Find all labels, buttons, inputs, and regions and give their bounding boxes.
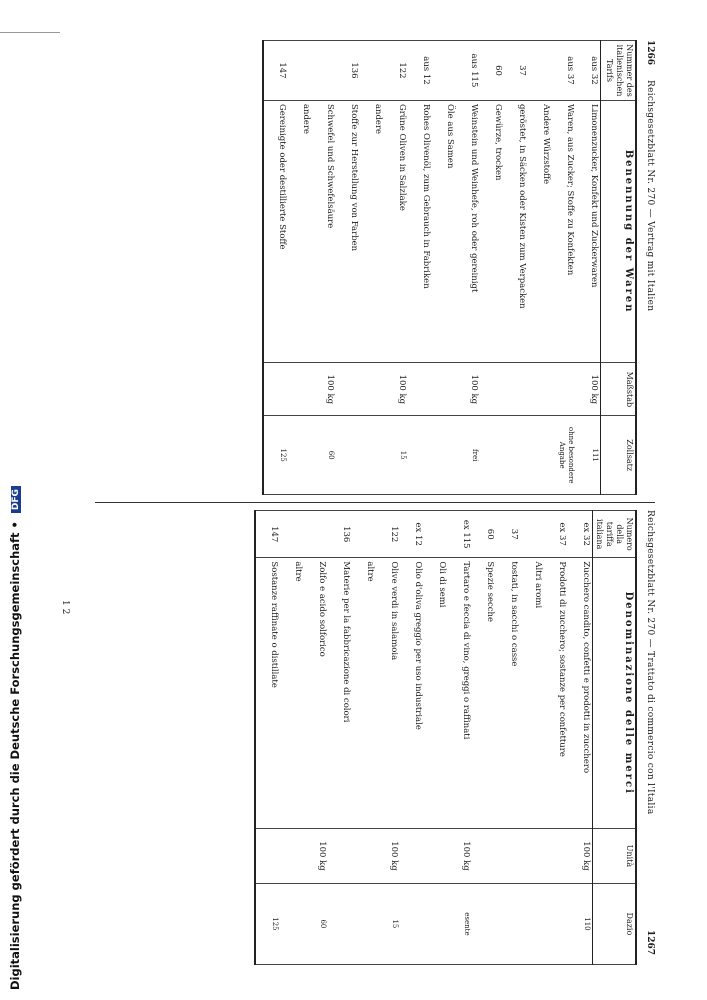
- tariff-number: ex 32: [568, 511, 593, 558]
- goods-description: Schwefel und Schwefelsäure: [312, 100, 336, 362]
- duty-value: 125: [255, 883, 280, 964]
- tariff-number: [528, 41, 552, 101]
- table-row: [304, 511, 328, 965]
- unit-value: [336, 363, 360, 416]
- tariff-table: [262, 40, 637, 495]
- col-unit: Maßstab: [601, 363, 637, 416]
- unit-value: 100 kg: [304, 829, 328, 884]
- unit-value: [280, 829, 304, 884]
- unit-value: [328, 829, 352, 884]
- goods-description: Stoffe zur Herstellung von Farben: [336, 100, 360, 362]
- goods-description: Waren, aus Zucker; Stoffe zu Konfekten: [552, 100, 576, 362]
- table-row: [520, 511, 544, 965]
- goods-description: Materie per la fabbricazione di colori: [328, 558, 352, 829]
- table-row: [448, 511, 472, 965]
- unit-value: [288, 363, 312, 416]
- italian-page: [55, 510, 655, 965]
- tariff-number: 60: [480, 41, 504, 101]
- duty-value: [520, 883, 544, 964]
- table-row: [456, 41, 480, 495]
- col-unit: Unità: [593, 829, 637, 884]
- table-row: [352, 511, 376, 965]
- duty-value: [280, 883, 304, 964]
- digitization-notice: [8, 0, 26, 990]
- goods-description: Grüne Oliven in Salzlake: [384, 100, 408, 362]
- unit-value: [504, 363, 528, 416]
- tariff-number: 122: [384, 41, 408, 101]
- unit-value: 100 kg: [312, 363, 336, 416]
- unit-value: [360, 363, 384, 416]
- goods-description: Olive verdi in salamoia: [376, 558, 400, 829]
- duty-value: [400, 883, 424, 964]
- goods-description: Prodotti di zucchero; sostanze per confetture: [544, 558, 568, 829]
- table-row: [568, 511, 593, 965]
- table-row: [480, 41, 504, 495]
- table-row: [552, 41, 576, 495]
- duty-value: [432, 416, 456, 495]
- duty-value: 60: [304, 883, 328, 964]
- col-description: Denominazione delle merci: [593, 558, 637, 829]
- unit-value: 100 kg: [448, 829, 472, 884]
- goods-description: Zolfo e acido solforico: [304, 558, 328, 829]
- unit-value: [552, 363, 576, 416]
- unit-value: 100 kg: [376, 829, 400, 884]
- tariff-number: 147: [255, 511, 280, 558]
- unit-value: [400, 829, 424, 884]
- duty-value: [504, 416, 528, 495]
- duty-value: 15: [376, 883, 400, 964]
- digitization-text: Digitalisierung gefördert durch die Deutsche Forschungsgemeinschaft •: [8, 521, 22, 990]
- table-row: [408, 41, 432, 495]
- page-header: [639, 510, 655, 965]
- table-row: [328, 511, 352, 965]
- tariff-number: 37: [504, 41, 528, 101]
- tariff-number: [312, 41, 336, 101]
- duty-value: [328, 883, 352, 964]
- col-duty: Zollsatz: [601, 416, 637, 495]
- table-row: [288, 41, 312, 495]
- duty-value: [480, 416, 504, 495]
- unit-value: [432, 363, 456, 416]
- duty-value: [408, 416, 432, 495]
- goods-description: Zucchero candito, confetti e prodotti in zucchero: [568, 558, 593, 829]
- page-number: 1266: [645, 40, 655, 66]
- goods-description: andere: [360, 100, 384, 362]
- table-row: [255, 511, 280, 965]
- table-row: [280, 511, 304, 965]
- page-number: 1267: [645, 930, 655, 956]
- tariff-number: 136: [328, 511, 352, 558]
- goods-description: Öle aus Samen: [432, 100, 456, 362]
- dfg-logo: DFG: [11, 486, 21, 513]
- tariff-number: ex 12: [400, 511, 424, 558]
- goods-description: altre: [352, 558, 376, 829]
- duty-value: [288, 416, 312, 495]
- duty-value: 60: [312, 416, 336, 495]
- goods-description: Tartaro e feccia di vino, greggi o raffinati: [448, 558, 472, 829]
- rotated-spread: [55, 40, 655, 970]
- table-row: [360, 41, 384, 495]
- unit-value: [263, 363, 288, 416]
- table-row: [504, 41, 528, 495]
- table-row: [496, 511, 520, 965]
- table-row: [432, 41, 456, 495]
- table-row: [376, 511, 400, 965]
- tariff-table: [254, 510, 637, 965]
- unit-value: [408, 363, 432, 416]
- duty-value: [528, 416, 552, 495]
- duty-value: [336, 416, 360, 495]
- duty-value: frei: [456, 416, 480, 495]
- tariff-number: aus 115: [456, 41, 480, 101]
- page-divider: [95, 502, 655, 503]
- tariff-number: ex 37: [544, 511, 568, 558]
- tariff-number: aus 12: [408, 41, 432, 101]
- goods-description: geröstet, in Säcken oder Kisten zum Verpacken: [504, 100, 528, 362]
- col-number: Numero della tariffa italiana: [593, 511, 637, 558]
- unit-value: [528, 363, 552, 416]
- goods-description: Gewürze, trocken: [480, 100, 504, 362]
- table-row: [336, 41, 360, 495]
- duty-value: [544, 883, 568, 964]
- unit-value: 100 kg: [568, 829, 593, 884]
- page-header: [639, 40, 655, 495]
- unit-value: [480, 363, 504, 416]
- table-row: [384, 41, 408, 495]
- unit-value: [472, 829, 496, 884]
- duty-value: [360, 416, 384, 495]
- unit-value: [352, 829, 376, 884]
- col-duty: Dazio: [593, 883, 637, 964]
- goods-description: altre: [280, 558, 304, 829]
- tariff-number: 136: [336, 41, 360, 101]
- tariff-number: [304, 511, 328, 558]
- duty-value: [472, 883, 496, 964]
- duty-value: [496, 883, 520, 964]
- goods-description: Gereinigte oder destillierte Stoffe: [263, 100, 288, 362]
- duty-value: esente: [448, 883, 472, 964]
- duty-value: 111: [576, 416, 601, 495]
- tariff-number: aus 37: [552, 41, 576, 101]
- goods-description: Andere Würzstoffe: [528, 100, 552, 362]
- tariff-number: [360, 41, 384, 101]
- col-description: Benennung der Waren: [601, 100, 637, 362]
- goods-description: Rohes Olivenöl, zum Gebrauch in Fabriken: [408, 100, 432, 362]
- running-head: Reichsgesetzblatt Nr. 270 — Trattato di commercio con l'Italia: [645, 510, 655, 815]
- duty-value: [352, 883, 376, 964]
- duty-value: ohne besondere Angabe: [552, 416, 576, 495]
- unit-value: 100 kg: [456, 363, 480, 416]
- unit-value: [544, 829, 568, 884]
- goods-description: Altri aromi: [520, 558, 544, 829]
- goods-description: Oli di semi: [424, 558, 448, 829]
- tariff-number: [432, 41, 456, 101]
- table-row: [576, 41, 601, 495]
- table-row: [400, 511, 424, 965]
- goods-description: andere: [288, 100, 312, 362]
- tariff-number: 60: [472, 511, 496, 558]
- unit-value: [255, 829, 280, 884]
- goods-description: Sostanze raffinate o distillate: [255, 558, 280, 829]
- goods-description: Limonenzucker, Konfekt und Zuckerwaren: [576, 100, 601, 362]
- unit-value: [424, 829, 448, 884]
- col-number: Nummer des italienischen Tarifs: [601, 41, 637, 101]
- duty-value: 15: [384, 416, 408, 495]
- tariff-number: 147: [263, 41, 288, 101]
- unit-value: 100 kg: [384, 363, 408, 416]
- goods-description: Spezie secche: [472, 558, 496, 829]
- tariff-number: 37: [496, 511, 520, 558]
- goods-description: Olio d'oliva greggio per uso industriale: [400, 558, 424, 829]
- unit-value: [496, 829, 520, 884]
- tariff-number: [280, 511, 304, 558]
- duty-value: 125: [263, 416, 288, 495]
- tariff-number: [352, 511, 376, 558]
- tariff-number: [424, 511, 448, 558]
- table-row: [528, 41, 552, 495]
- duty-value: 110: [568, 883, 593, 964]
- tariff-number: [520, 511, 544, 558]
- table-row: [424, 511, 448, 965]
- goods-description: Weinstein und Weinhefe, roh oder gereinigt: [456, 100, 480, 362]
- table-row: [472, 511, 496, 965]
- tariff-number: aus 32: [576, 41, 601, 101]
- unit-value: 100 kg: [576, 363, 601, 416]
- german-page: [55, 40, 655, 495]
- table-row: [312, 41, 336, 495]
- goods-description: tostati, in sacchi o casse: [496, 558, 520, 829]
- running-head: Reichsgesetzblatt Nr. 270 — Vertrag mit Italien: [645, 80, 655, 312]
- tariff-number: [288, 41, 312, 101]
- table-row: [544, 511, 568, 965]
- tariff-number: 122: [376, 511, 400, 558]
- duty-value: [424, 883, 448, 964]
- footer-mark: 1 2: [60, 600, 70, 615]
- unit-value: [520, 829, 544, 884]
- table-row: [263, 41, 288, 495]
- tariff-number: ex 115: [448, 511, 472, 558]
